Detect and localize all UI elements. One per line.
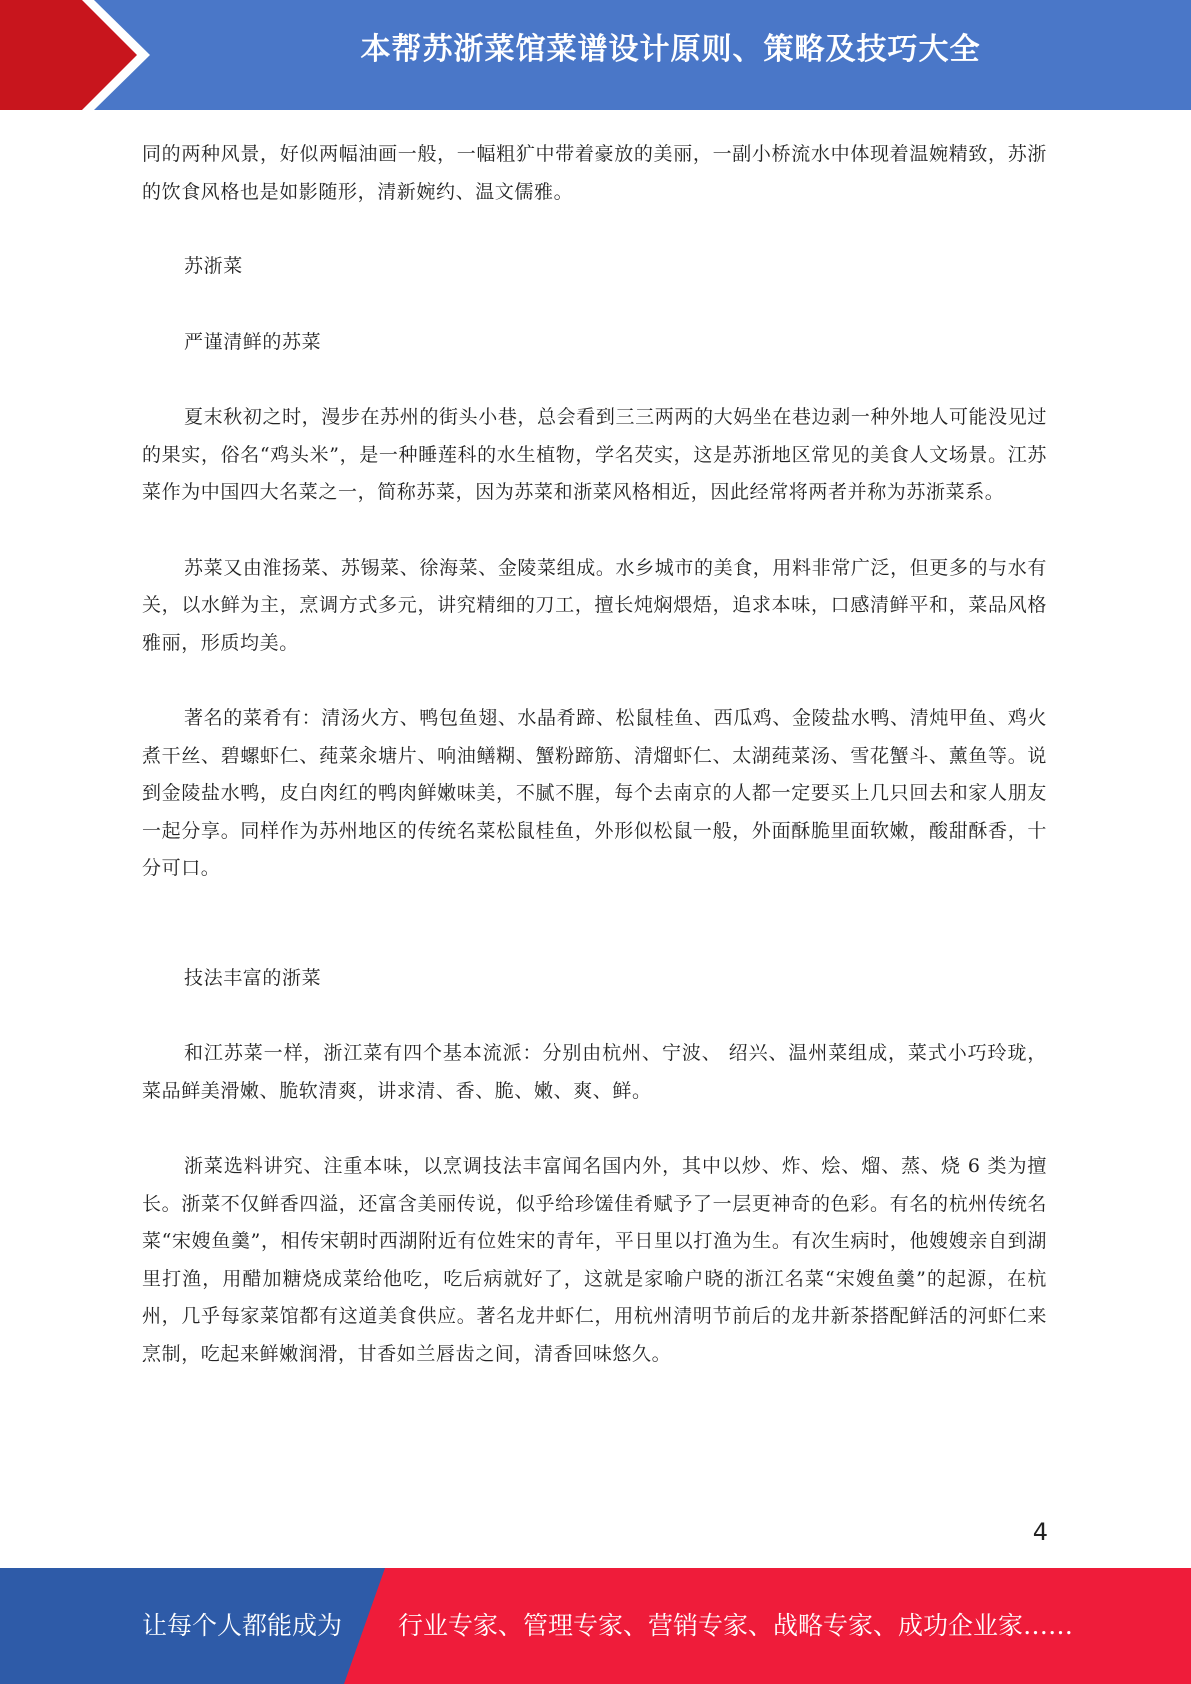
- zhecai-paragraph-2: 浙菜选料讲究、注重本味，以烹调技法丰富闻名国内外，其中以炒、炸、烩、熘、蒸、烧 6 类为擅长。浙菜不仅鲜香四溢，还富含美丽传说，似乎给珍馐佳肴赋予了一层更神奇的色彩。有名的杭州传统名菜“宋嫂鱼羹”，相传宋朝时西湖附近有位姓宋的青年，平日里以打渔为生。有次生病时，他嫂嫂亲自到湖里打渔，用醋加糖烧成菜给他吃，吃后病就好了，这就是家喻户晓的浙江名菜“宋嫂鱼羹”的起源，在杭州，几乎每家菜馆都有这道美食供应。著名龙井虾仁，用杭州清明节前后的龙井新茶搭配鲜活的河虾仁来烹制，吃起来鲜嫩润滑，甘香如兰唇齿之间，清香回味悠久。: [142, 1155, 1047, 1365]
- footer-slogan-left: 让每个人都能成为: [142, 1611, 343, 1640]
- section-heading-suzhecai: 苏浙菜: [184, 255, 243, 277]
- footer-slogan-right: 行业专家、管理专家、营销专家、战略专家、成功企业家……: [398, 1611, 1074, 1640]
- section-heading-zhecai: 技法丰富的浙菜: [184, 966, 322, 989]
- sucai-paragraph-3: 著名的菜肴有：清汤火方、鸭包鱼翅、水晶肴蹄、松鼠桂鱼、西瓜鸡、金陵盐水鸭、清炖甲鱼、鸡火煮干丝、碧螺虾仁、莼菜汆塘片、响油鳝糊、蟹粉蹄筋、清熘虾仁、太湖莼菜汤、雪花蟹斗、薰鱼等。说到金陵盐水鸭，皮白肉红的鸭肉鲜嫩味美，不腻不腥，每个去南京的人都一定要买上几只回去和家人朋友一起分享。同样作为苏州地区的传统名菜松鼠桂鱼，外形似松鼠一般，外面酥脆里面软嫩，酸甜酥香，十分可口。: [142, 707, 1047, 879]
- zhecai-paragraph-1: 和江苏菜一样，浙江菜有四个基本流派：分别由杭州、宁波、 绍兴、温州菜组成，菜式小巧玲珑，菜品鲜美滑嫩、脆软清爽，讲求清、香、脆、嫩、爽、鲜。: [142, 1042, 1047, 1102]
- section-heading-sucai: 严谨清鲜的苏菜: [184, 330, 322, 353]
- document-title: 本帮苏浙菜馆菜谱设计原则、策略及技巧大全: [360, 32, 981, 67]
- sucai-paragraph-1: 夏末秋初之时，漫步在苏州的街头小巷，总会看到三三两两的大妈坐在巷边剥一种外地人可能没见过的果实，俗名“鸡头米”，是一种睡莲科的水生植物，学名芡实，这是苏浙地区常见的美食人文场景。江苏菜作为中国四大名菜之一，简称苏菜，因为苏菜和浙菜风格相近，因此经常将两者并称为苏浙菜系。: [142, 406, 1047, 503]
- page-footer: [0, 1568, 1191, 1684]
- sucai-paragraph-2: 苏菜又由淮扬菜、苏锡菜、徐海菜、金陵菜组成。水乡城市的美食，用料非常广泛，但更多的与水有关，以水鲜为主，烹调方式多元，讲究精细的刀工，擅长炖焖煨焐，追求本味，口感清鲜平和，菜品风格雅丽，形质均美。: [142, 556, 1047, 654]
- page-header: [0, 0, 1191, 110]
- intro-paragraph: 同的两种风景，好似两幅油画一般，一幅粗犷中带着豪放的美丽，一副小桥流水中体现着温婉精致，苏浙的饮食风格也是如影随形，清新婉约、温文儒雅。: [142, 143, 1047, 203]
- document-body: [142, 136, 1047, 1373]
- page-number: 4: [1032, 1518, 1048, 1546]
